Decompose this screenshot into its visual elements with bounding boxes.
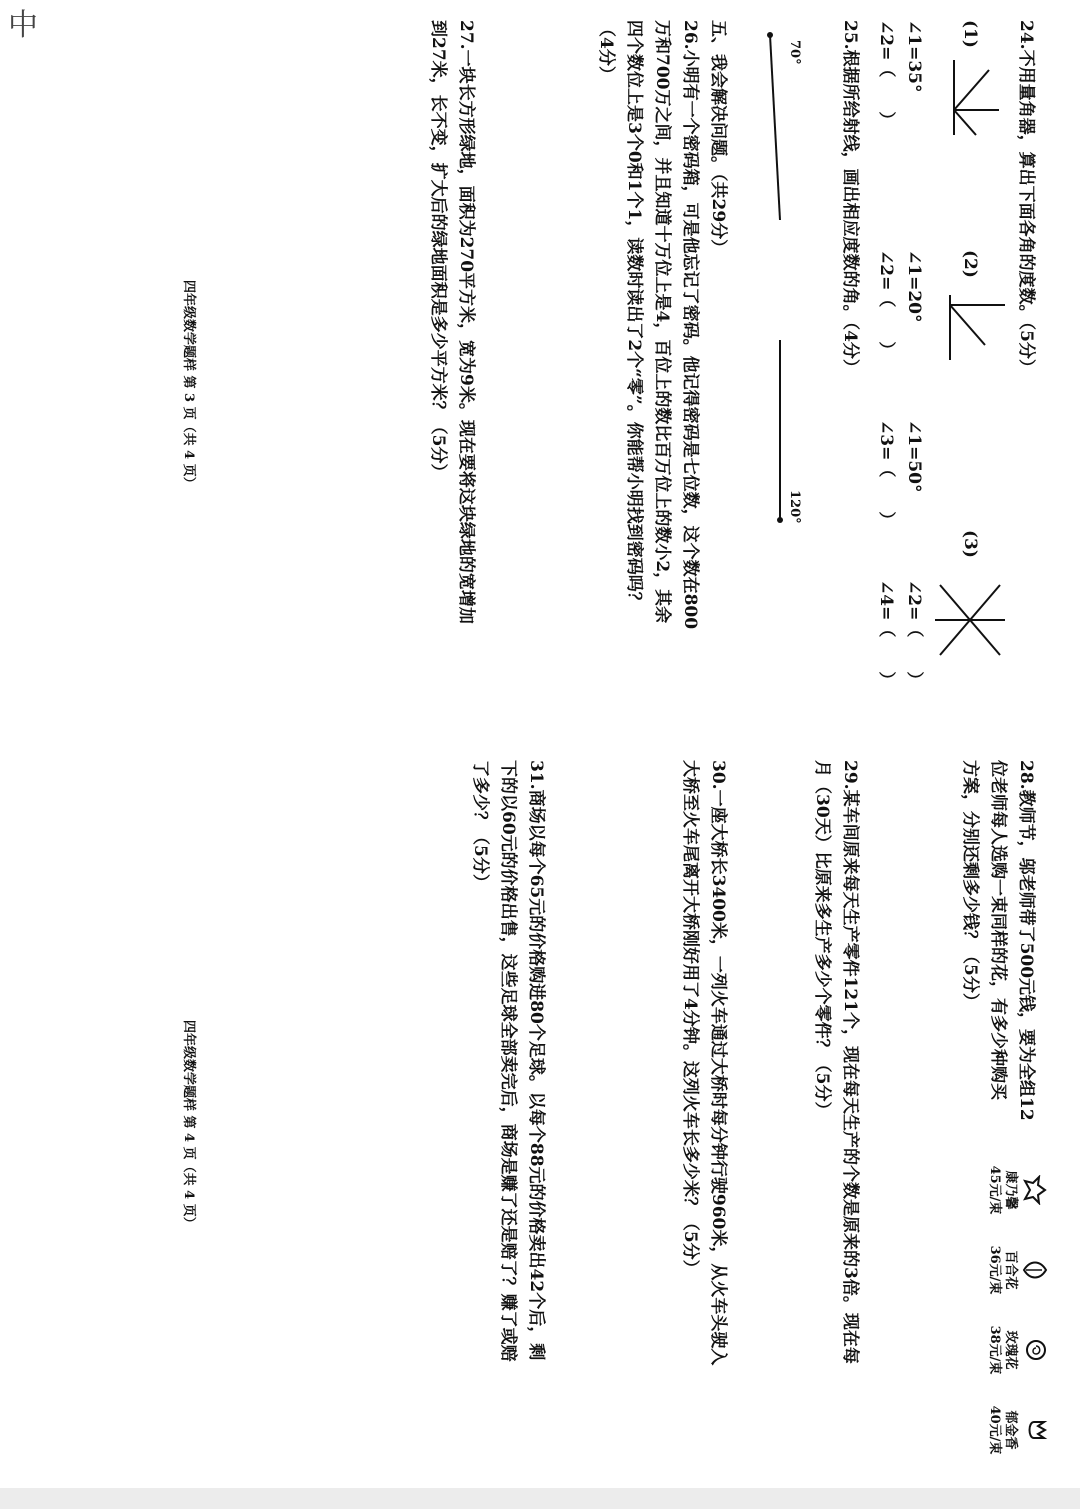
- q26-line-4: （4分）: [596, 20, 616, 83]
- q30-line-1: 30.一座大桥长3400米，一列火车通过大桥时每分钟行驶960米，从火车头驶入: [708, 760, 728, 1366]
- q25-title: 25.根据所给射线，画出相应度数的角。（4分）: [840, 20, 860, 376]
- q24-p3-angle1: ∠1=50°: [904, 420, 924, 493]
- page-4-footer: 四年级数学题样 第 4 页（共 4 页）: [181, 1020, 196, 1230]
- q24-p3-angle3: ∠3=（ ）: [876, 420, 896, 529]
- flower-rose-name: 玫瑰花: [1003, 1330, 1018, 1370]
- q24-label-1: (1): [960, 20, 980, 48]
- q31-line-2: 下的以60元的价格出售，这些足球全部卖完后，商场是赚了还是赔了？赚了或赔: [498, 760, 518, 1362]
- flower-tulip: [986, 1400, 1048, 1460]
- flower-rose-price: 38元/束: [987, 1325, 1002, 1375]
- q31-line-1: 31.商场以每个65元的价格购进80个足球。以每个88元的价格卖出42个后，剩: [526, 760, 546, 1361]
- flower-carnation: [986, 1160, 1048, 1220]
- flower-carnation-price: 45元/束: [987, 1165, 1002, 1215]
- angle-figure-3: [930, 580, 1010, 660]
- q24-p2-angle2: ∠2=（ ）: [876, 250, 896, 359]
- rotated-exam-spread: [20, 20, 1040, 1480]
- flower-tulip-name: 郁金香: [1003, 1410, 1018, 1450]
- flower-carnation-name: 康乃馨: [1003, 1170, 1018, 1210]
- ray-120-label: 120°: [787, 490, 802, 524]
- section-5-title: 五、我会解决问题。（共29分）: [708, 20, 728, 257]
- exam-page-4: [20, 760, 1040, 1460]
- q26-line-1: 26.小明有一个密码箱，可是他忘记了密码。他记得密码是七位数，这个数在800: [680, 20, 700, 630]
- q27-line-2: 到27米，长不变，扩大后的绿地面积是多少平方米？（5分）: [428, 20, 448, 481]
- ray-70-label: 70°: [787, 40, 802, 65]
- q26-line-3: 四个数位上是3个0和1个1，读数时读出了2个“零”。你能帮小明找到密码吗？: [624, 20, 644, 609]
- q28-line-3: 方案，分别还剩多少钱？（5分）: [960, 760, 980, 1010]
- corner-handwritten-mark: 中: [8, 8, 38, 43]
- q30-line-2: 大桥至火车尾离开大桥刚好用了4分钟。这列火车长多少米？（5分）: [680, 760, 700, 1277]
- flower-lily: [986, 1240, 1048, 1300]
- q29-line-2: 月（30天）比原来多生产多少个零件？（5分）: [812, 760, 832, 1119]
- q28-line-1: 28.教师节，邬老师带了500元钱，要为全组12: [1016, 760, 1036, 1121]
- flower-lily-name: 百合花: [1003, 1250, 1018, 1290]
- q24-p2-angle1: ∠1=20°: [904, 250, 924, 323]
- q24-label-2: (2): [960, 250, 980, 278]
- scan-edge-shadow: [0, 1488, 1080, 1509]
- flower-tulip-price: 40元/束: [987, 1405, 1002, 1455]
- flower-lily-price: 36元/束: [987, 1245, 1002, 1295]
- q24-p3-angle4: ∠4=（ ）: [876, 580, 896, 689]
- q28-line-2: 位老师每人选购一束同样的花，有多少种购买: [988, 760, 1008, 1100]
- exam-page-3: [20, 20, 1040, 720]
- angle-figure-2: [940, 285, 1010, 365]
- q24-label-3: (3): [960, 530, 980, 558]
- q27-line-1: 27.一块长方形绿地，面积为270平方米，宽为9米。现在要将这块绿地的宽增加: [456, 20, 476, 624]
- q24-title: 24.不用量角器，算出下面各角的度数。（5分）: [1016, 20, 1036, 376]
- page-3-footer: 四年级数学题样 第 3 页（共 4 页）: [181, 280, 196, 490]
- flower-rose: [986, 1320, 1048, 1380]
- q24-p1-angle1: ∠1=35°: [904, 20, 924, 93]
- q24-p1-angle2: ∠2=（ ）: [876, 20, 896, 129]
- angle-figure-1: [944, 50, 1004, 140]
- q31-line-3: 了多少？（5分）: [470, 760, 490, 891]
- q24-p3-angle2: ∠2=（ ）: [904, 580, 924, 689]
- q26-line-2: 万和700万之间，并且知道十万位上是4，百位上的数比百万位上的数小2，其余: [652, 20, 672, 624]
- q29-line-1: 29.某车间原来每天生产零件121个，现在每天生产的个数是原来的3倍。现在每: [840, 760, 860, 1364]
